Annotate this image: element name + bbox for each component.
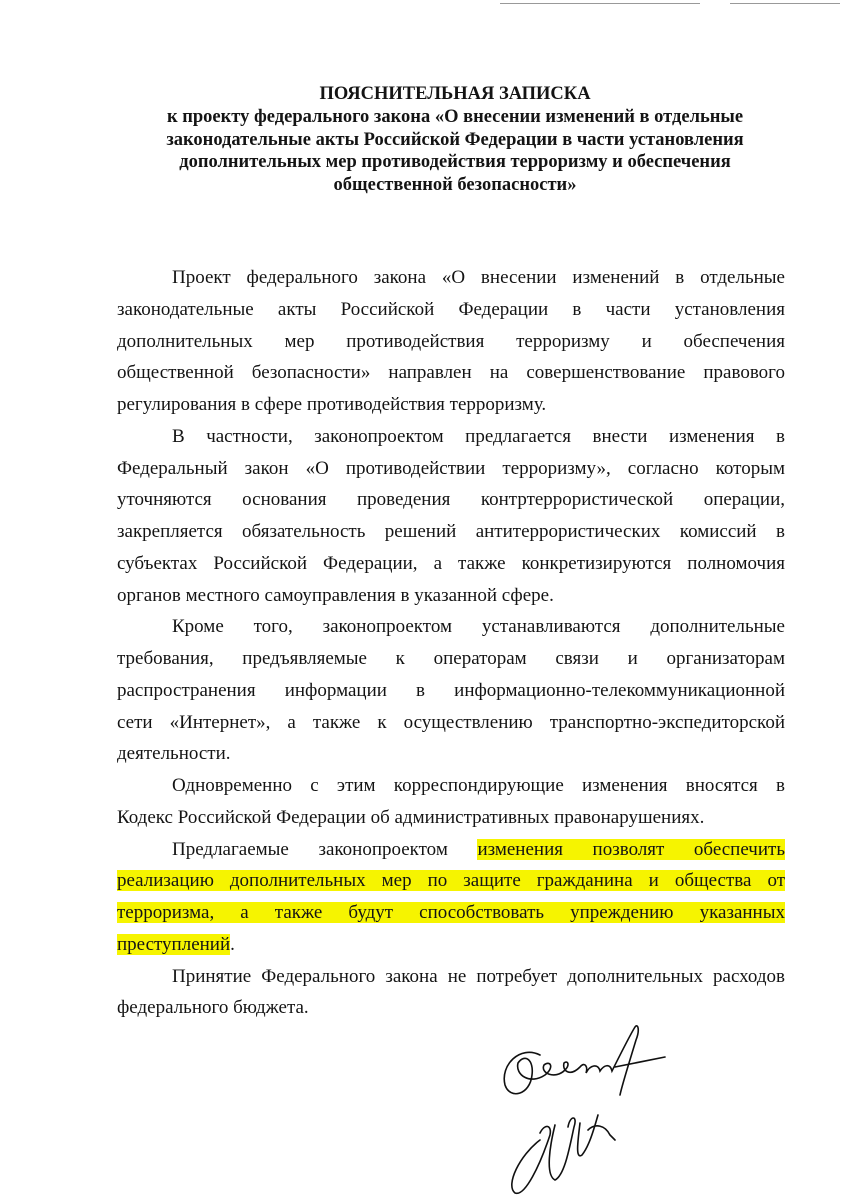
text-line: [117, 675, 785, 707]
text-line: [117, 611, 785, 643]
text-line: [117, 865, 785, 897]
signature: [470, 1015, 710, 1200]
text-line: [117, 929, 785, 961]
text-line: [117, 326, 785, 358]
title-subtitle-line: к проекту федерального закона «О внесении изменений в отдельные: [166, 106, 744, 127]
text-segment: уточняются основания проведения контртеррористической операции,: [117, 489, 785, 511]
text-segment: В частности, законопроектом предлагается внести изменения в: [172, 425, 785, 447]
text-line: [117, 516, 785, 548]
text-segment: законодательные акты Российской Федерации в части установления: [117, 298, 785, 320]
text-segment: требования, предъявляемые к операторам связи и организаторам: [117, 648, 785, 669]
text-line: [117, 770, 785, 802]
text-segment: Кодекс Российской Федерации об административных правонарушениях.: [117, 806, 705, 828]
text-line: [117, 643, 785, 675]
text-segment: сети «Интернет», а также к осуществлению транспортно-экспедиторской: [117, 711, 785, 733]
text-segment: .: [230, 933, 235, 955]
text-line: [117, 897, 785, 929]
text-segment: органов местного самоуправления в указанной сфере.: [117, 584, 554, 606]
text-segment: субъектах Российской Федерации, а также конкретизируются полномочия: [117, 552, 785, 574]
title-subtitle-line: общественной безопасности»: [333, 175, 577, 196]
text-segment: регулирования в сфере противодействия терроризму.: [117, 394, 547, 415]
highlighted-text: изменения позволят обеспечить: [477, 838, 785, 860]
text-line: [117, 262, 785, 294]
text-line: [117, 357, 785, 389]
highlighted-text: терроризма, а также будут способствовать упреждению указанных: [117, 902, 785, 923]
text-line: [117, 738, 785, 770]
text-segment: Кроме того, законопроектом устанавливаются дополнительные: [172, 616, 785, 638]
title-heading: ПОЯСНИТЕЛЬНАЯ ЗАПИСКА: [319, 84, 591, 104]
paragraph: [117, 262, 785, 421]
text-line: [117, 802, 785, 834]
text-line: [117, 294, 785, 326]
highlighted-text: реализацию дополнительных мер по защите гражданина и общества от: [117, 870, 785, 892]
scan-artifact: [730, 3, 840, 4]
paragraph: [117, 770, 785, 834]
text-segment: Принятие Федерального закона не потребует дополнительных расходов: [172, 965, 785, 987]
text-line: [117, 961, 785, 993]
highlighted-text: преступлений: [117, 933, 231, 955]
text-line: [117, 834, 785, 866]
text-line: [117, 484, 785, 516]
text-line: [117, 580, 785, 612]
text-segment: закрепляется обязательность решений антитеррористических комиссий в: [117, 521, 785, 542]
title-subtitle-line: дополнительных мер противодействия терроризму и обеспечения: [179, 152, 731, 173]
paragraph: [117, 834, 785, 961]
text-line: [117, 421, 785, 453]
scan-artifact: [500, 3, 700, 4]
paragraph: [117, 421, 785, 612]
text-segment: Одновременно с этим корреспондирующие изменения вносятся в: [172, 775, 785, 796]
paragraph: [117, 611, 785, 770]
text-segment: дополнительных мер противодействия терроризму и обеспечения: [117, 330, 785, 352]
text-segment: федерального бюджета.: [117, 997, 309, 1019]
title-subtitle-line: законодательные акты Российской Федерации в части установления: [166, 129, 744, 150]
text-segment: деятельности.: [117, 743, 231, 765]
text-line: [117, 453, 785, 485]
text-segment: Федеральный закон «О противодействии терроризму», согласно которым: [117, 457, 785, 479]
text-line: [117, 389, 785, 421]
text-segment: Предлагаемые законопроектом: [172, 838, 478, 860]
text-segment: Проект федерального закона «О внесении изменений в отдельные: [172, 267, 785, 288]
text-segment: общественной безопасности» направлен на совершенствование правового: [117, 362, 785, 384]
document-body: [117, 262, 785, 1024]
text-segment: распространения информации в информационно-телекоммуникационной: [117, 679, 785, 701]
document-title: [117, 83, 793, 197]
text-line: [117, 707, 785, 739]
text-line: [117, 548, 785, 580]
